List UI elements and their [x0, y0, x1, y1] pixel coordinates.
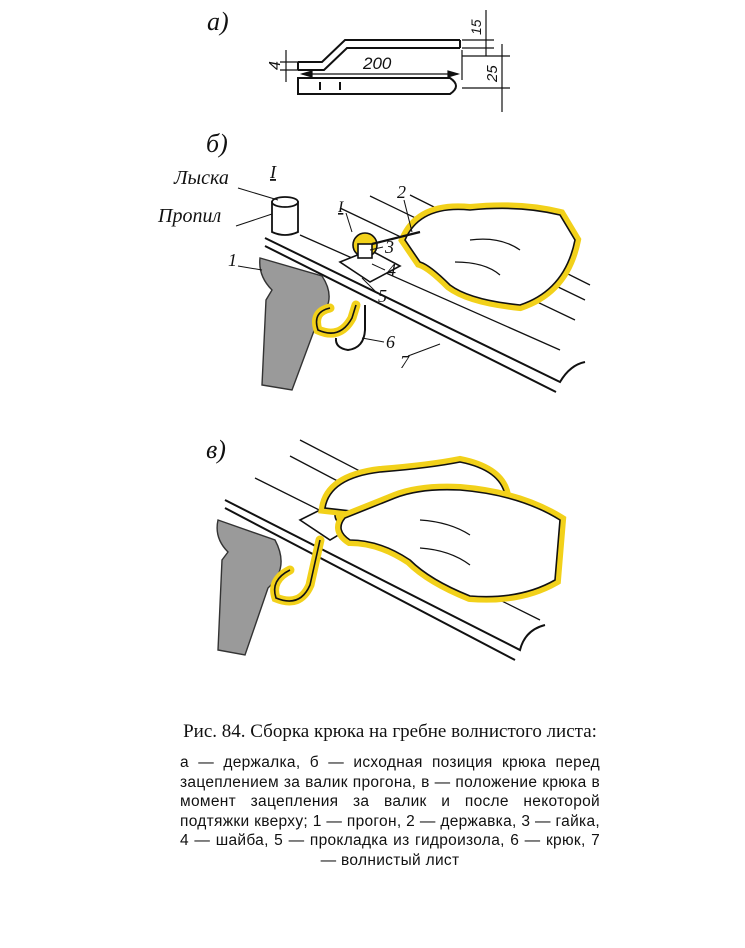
panel-a [207, 7, 510, 112]
dim-length-text: 200 [363, 54, 392, 73]
dim-thickness-text: 4 [267, 61, 284, 70]
nut-detail [236, 188, 298, 235]
caption-body: а — держалка, б — исходная позиция крюка перед зацеплением за валик прогона, в — положение крюка в момент зацепления за валик и после некоторой подтяжки кверху; 1 — прогон, 2 — державка, 3 — гайка, 4 — шайба, 5 — прокладка из гидроизола, 6 — крюк, 7 — волнистый лист [180, 754, 600, 869]
panel-c [206, 435, 560, 660]
panel-a-label: а) [207, 7, 229, 36]
detail-label-flat: Лыска [174, 167, 229, 189]
callout-5: 5 [378, 286, 387, 306]
figure-caption [180, 720, 600, 870]
caption-title: Рис. 84. Сборка крюка на гребне волнистого листа: [183, 721, 597, 742]
callout-2: 2 [397, 182, 406, 202]
panel-b [157, 129, 590, 392]
callout-6: 6 [386, 332, 395, 352]
hook-b [317, 305, 366, 350]
hand-c-lower [341, 490, 560, 597]
detail-mark-i: I [270, 162, 276, 182]
holder-top-view [298, 78, 456, 94]
hook-c [275, 540, 320, 601]
dim-offset-text: 15 [468, 19, 484, 35]
callout-7: 7 [400, 352, 409, 372]
callout-4: 4 [387, 260, 396, 280]
detail-mark-i-callout: I [338, 199, 344, 216]
callout-3: 3 [385, 237, 394, 257]
dim-height-text: 25 [484, 65, 501, 82]
detail-label-cut: Пропил [158, 205, 222, 227]
callout-1: 1 [228, 250, 237, 270]
panel-c-label: в) [206, 435, 226, 464]
hand-b [372, 208, 575, 305]
panel-b-label: б) [206, 129, 228, 158]
